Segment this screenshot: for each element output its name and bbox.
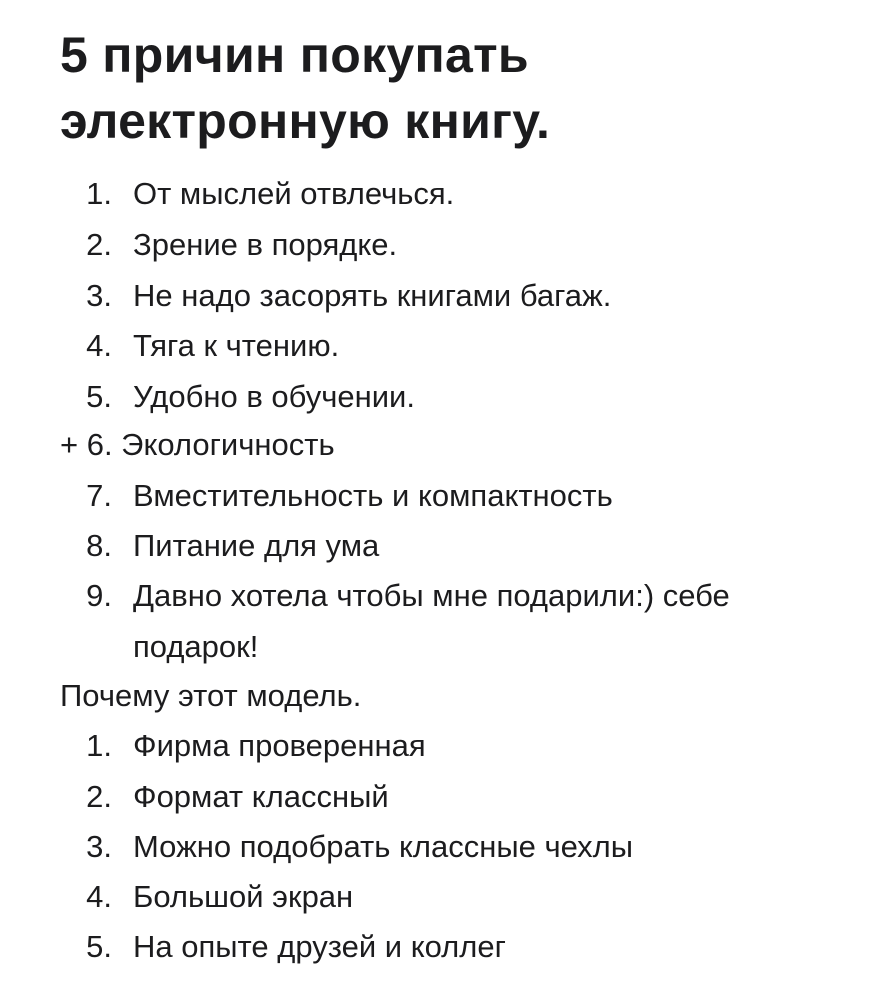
list-item-text: Давно хотела чтобы мне подарили:) себе bbox=[133, 578, 730, 613]
list-item-number: 1. bbox=[86, 728, 112, 763]
list-item-text: Формат классный bbox=[133, 779, 389, 814]
list-item-number: 3. bbox=[86, 829, 112, 864]
list-item-text: Тяга к чтению. bbox=[133, 328, 340, 363]
note-title bbox=[60, 22, 860, 154]
list-item-number: 4. bbox=[86, 328, 112, 363]
list-item-text: Питание для ума bbox=[133, 528, 380, 563]
list-item-text: Зрение в порядке. bbox=[133, 227, 398, 262]
list-item-text: На опыте друзей и коллег bbox=[133, 929, 506, 964]
list-item-number: 7. bbox=[86, 478, 112, 513]
list-item-number: 5. bbox=[86, 379, 112, 414]
list-item-number: 3. bbox=[86, 278, 112, 313]
list-item-text: Можно подобрать классные чехлы bbox=[133, 829, 634, 864]
list-item-number: 2. bbox=[86, 779, 112, 814]
list-item-number: 5. bbox=[86, 929, 112, 964]
extra-list-item: + 6. Экологичность bbox=[60, 427, 335, 462]
list-item-text: Не надо засорять книгами багаж. bbox=[133, 278, 612, 313]
list-item-text: Большой экран bbox=[133, 879, 354, 914]
list-item-number: 2. bbox=[86, 227, 112, 262]
title-line-2: электронную книгу. bbox=[60, 93, 551, 149]
section-heading: Почему этот модель. bbox=[60, 678, 362, 713]
list-item-number: 8. bbox=[86, 528, 112, 563]
list-item-number: 9. bbox=[86, 578, 112, 613]
list-item-number: 4. bbox=[86, 879, 112, 914]
list-item-text: Фирма проверенная bbox=[133, 728, 426, 763]
list-item-text: От мыслей отвлечься. bbox=[133, 176, 455, 211]
list-item-text: Вместительность и компактность bbox=[133, 478, 613, 513]
list-item-text: подарок! bbox=[133, 629, 259, 664]
title-line-1: 5 причин покупать bbox=[60, 27, 529, 83]
list-item-number: 1. bbox=[86, 176, 112, 211]
list-item-text: Удобно в обучении. bbox=[133, 379, 415, 414]
